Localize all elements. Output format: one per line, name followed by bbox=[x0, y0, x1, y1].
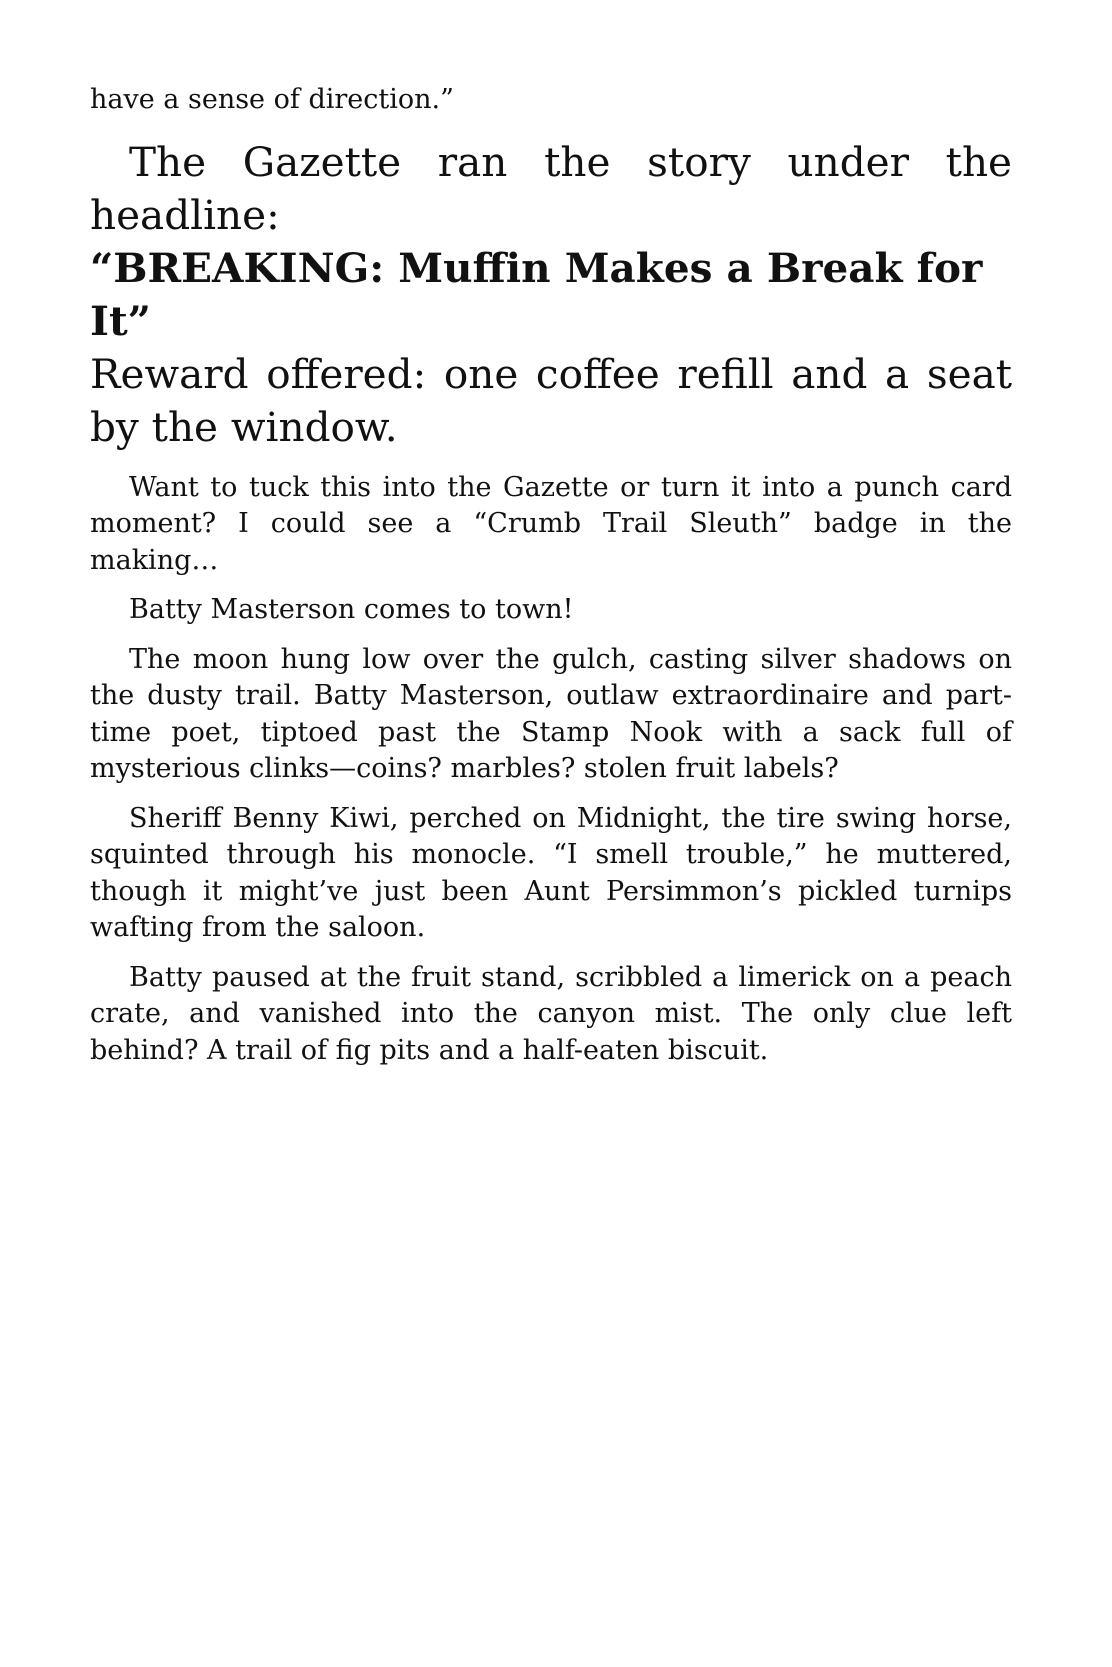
paragraph-continuation: have a sense of direction.” bbox=[90, 84, 454, 115]
paragraph-gazette-line-2: headline: bbox=[90, 190, 280, 239]
paragraph-sheriff: Sheriff Benny Kiwi, perched on Midnight, the tire swing horse, squinted through his monocle. “I smell trouble,” he muttered, though it might’ve just been Aunt Persimmon’s pickled turnips wafting from the saloon. bbox=[90, 802, 1012, 943]
gazette-headline: “BREAKING: Muffin Makes a Break for It” bbox=[90, 243, 983, 345]
paragraph-moon: The moon hung low over the gulch, casting silver shadows on the dusty trail. Batty Masterson, outlaw extraordinaire and part-time poet, tiptoed past the Stamp Nook with a sack full of mysterious clinks—coins? marbles? stolen fruit labels? bbox=[90, 643, 1012, 784]
paragraph-gazette-line-1: The Gazette ran the story under the bbox=[129, 137, 1012, 186]
paragraph-punch-card: Want to tuck this into the Gazette or turn it into a punch card moment? I could see a “Crumb Trail Sleuth” badge in the making… bbox=[90, 471, 1012, 576]
reward-text: Reward offered: one coffee refill and a seat by the window. bbox=[90, 349, 1012, 451]
paragraph-fruit-stand: Batty paused at the fruit stand, scribbled a limerick on a peach crate, and vanished into the canyon mist. The only clue left behind? A trail of fig pits and a half-eaten biscuit. bbox=[90, 961, 1012, 1066]
paragraph-batty-title: Batty Masterson comes to town! bbox=[129, 594, 574, 625]
document-page bbox=[90, 82, 1012, 1069]
